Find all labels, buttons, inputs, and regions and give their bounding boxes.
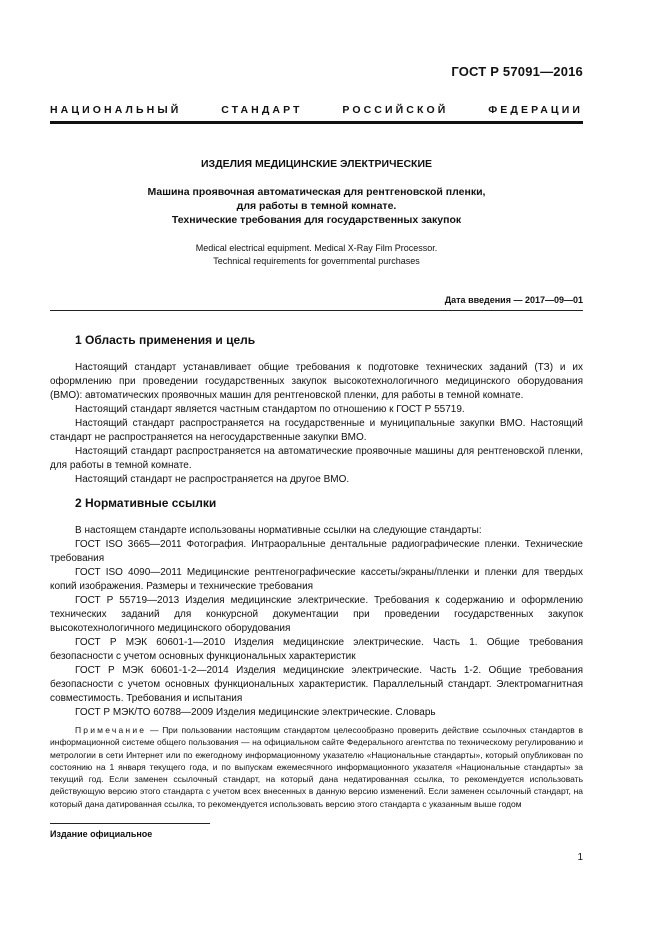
paragraph: Настоящий стандарт распространяется на автоматические проявочные машины для рентгеновской пленки, для работы в темной комнате. <box>50 446 583 471</box>
paragraph: Настоящий стандарт является частным стандартом по отношению к ГОСТ Р 55719. <box>75 404 465 415</box>
section-heading-scope: 1 Область применения и цель <box>75 333 256 347</box>
document-title: ИЗДЕЛИЯ МЕДИЦИНСКИЕ ЭЛЕКТРИЧЕСКИЕ <box>200 158 433 170</box>
footer-rule <box>50 823 210 824</box>
reference-item: ГОСТ Р 55719—2013 Изделия медицинские электрические. Требования к содержанию и оформлению технических заданий для конкурсной документации при проведении государственных закупок высокотехнологичного медицинского оборудования <box>50 595 583 634</box>
introduction-date: Дата введения — 2017—09—01 <box>444 295 583 305</box>
reference-item: ГОСТ Р МЭК 60601-1—2010 Изделия медицинские электрические. Часть 1. Общие требования безопасности с учетом основных функциональных характеристик <box>50 637 583 662</box>
note-block <box>50 724 583 810</box>
date-rule <box>50 310 583 311</box>
paragraph: Настоящий стандарт устанавливает общие требования к подготовке технических заданий (ТЗ) и их оформлению при проведении государственных закупок высокотехнологичного медицинского оборудования (ВМО): автоматических проявочных машин для рентгеновской пленки, для работы в темной комнате. <box>50 362 583 401</box>
reference-item: ГОСТ ISO 4090—2011 Медицинские рентгенографические кассеты/экраны/пленки и пленки для твердых копий изображения. Размеры и технические требования <box>50 567 583 592</box>
national-standard-banner: НАЦИОНАЛЬНЫЙ СТАНДАРТ РОССИЙСКОЙ ФЕДЕРАЦИИ <box>50 104 583 116</box>
section-heading-references: 2 Нормативные ссылки <box>75 496 217 510</box>
subtitle-ru-line: Машина проявочная автоматическая для рентгеновской пленки, <box>147 186 486 198</box>
note-text: — При пользовании настоящим стандартом целесообразно проверить действие ссылочных стандартов в информационной системе общего пользования — на официальном сайте Федерального агентства по техническому регулированию и метрологии в сети Интернет или по ежегодному информационному указателю «Национальные стандарты», который опубликован по состоянию на 1 января текущего года, и по выпускам ежемесячного информационного указателя «Национальные стандарты» за текущий год. Если заменен ссылочный стандарт, на который дана недатированная ссылка, то рекомендуется использовать действующую версию этого стандарта с учетом всех внесенных в данную версию изменений. Если заменен ссылочный стандарт, на который дана датированная ссылка, то рекомендуется использовать версию этого стандарта с указанным выше годом <box>50 725 583 809</box>
note-label: Примечание <box>75 725 147 735</box>
document-subtitle-en <box>50 242 583 268</box>
paragraph: В настоящем стандарте использованы нормативные ссылки на следующие стандарты: <box>75 525 482 536</box>
reference-item: ГОСТ Р МЭК/ТО 60788—2009 Изделия медицинские электрические. Словарь <box>75 707 436 718</box>
subtitle-ru-line: Технические требования для государственных закупок <box>171 214 462 226</box>
subtitle-en-line: Technical requirements for governmental purchases <box>213 256 420 266</box>
subtitle-ru-line: для работы в темной комнате. <box>236 200 397 212</box>
document-body <box>50 333 583 810</box>
edition-label: Издание официальное <box>50 829 153 839</box>
reference-item: ГОСТ ISO 3665—2011 Фотография. Интраоральные дентальные радиографические пленки. Технические требования <box>50 539 583 564</box>
document-subtitle-ru <box>50 185 583 227</box>
header-rule <box>50 121 583 124</box>
reference-item: ГОСТ Р МЭК 60601-1-2—2014 Изделия медицинские электрические. Часть 1-2. Общие требования безопасности с учетом основных функциональных характеристик. Параллельный стандарт. Электромагнитная совместимость. Требования и испытания <box>50 665 583 704</box>
paragraph: Настоящий стандарт распространяется на государственные и муниципальные закупки ВМО. Настоящий стандарт не распространяется на негосударственные закупки ВМО. <box>50 418 583 443</box>
paragraph: Настоящий стандарт не распространяется на другое ВМО. <box>75 474 350 485</box>
page-number: 1 <box>577 852 583 863</box>
standard-code: ГОСТ Р 57091—2016 <box>451 64 583 79</box>
subtitle-en-line: Medical electrical equipment. Medical X-Ray Film Processor. <box>195 243 438 253</box>
